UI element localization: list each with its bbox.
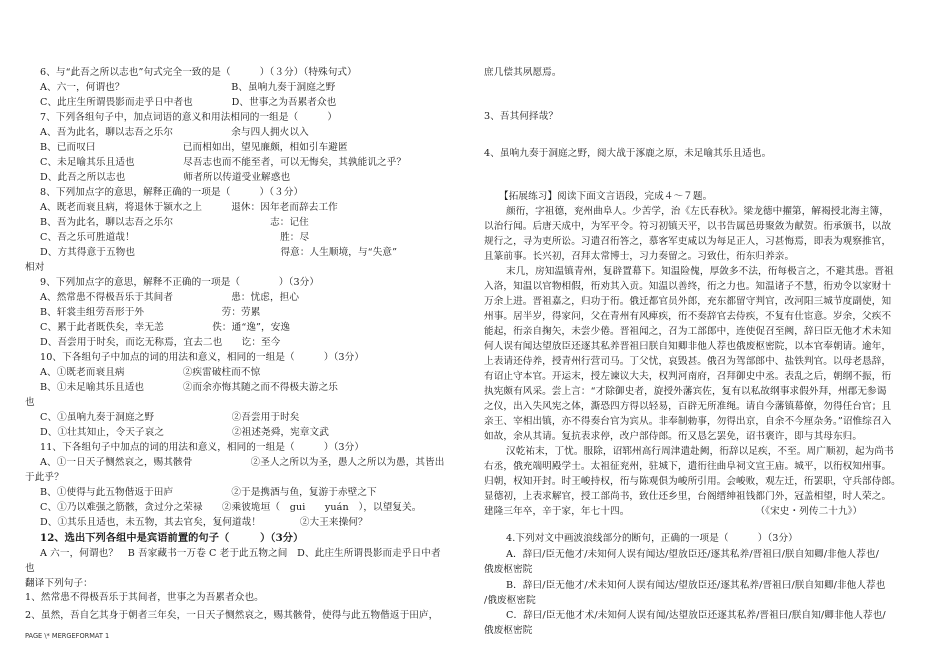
right-text-line: C．辞曰/臣无他才术/未知何人误有闻/达望放臣还逐其私养/晋祖曰/朕自知/卿非他人荐也/: [506, 610, 886, 621]
left-text-line: 于此乎？: [25, 472, 64, 483]
left-text-line: B、①使得与此五物偕返于田庐 ②于是携酒与鱼，复游于赤壁之下: [40, 487, 377, 498]
right-text-line: /俄废枢密院: [484, 595, 536, 606]
right-text-line: 万余上进。晋祖嘉之，归功于衎。俄迁都官员外郎，充东都留守判官，改河阳三城节度副使，知: [484, 296, 892, 307]
left-text-line: D、①壮其知止，令天子哀之 ②祖述尧舜，宪章文武: [40, 427, 329, 438]
right-text-line: 以治行闻。后唐天成中，为军平令。符习初镇天平，以书告属邑毋聚敛为献贺。衎承颁书，以故: [484, 221, 892, 232]
right-text-line: 有诏止守本官。开运末，授左谏议大夫，权判河南府，召拜御史中丞。表乱之后，朝纲不振，衎: [484, 371, 892, 382]
right-text-line: 执宪颇有风采。尝上言：“才除御史者，旋授外藩宾佐，复有以私故纲事求假外拜，州郡无参谒: [484, 386, 887, 397]
right-text-line: 如故，余从其请。复抗表求停，改户部侍郎。衎又恳乞罢免，诏书褒许，即与其母东归。: [484, 431, 863, 442]
left-text-line: A、六一，何谓也？ B、虽响九奏于洞庭之野: [40, 82, 336, 93]
right-text-line: 汉乾祐末，丁忧。服除，诏郓州高行周津遣赴阙，衎辞以足疾，不至。周广顺初，起为尚书: [506, 446, 894, 457]
left-text-line: A、既老而衰且病，将退休于颍水之上 退休：因年老而辞去工作: [40, 202, 338, 213]
left-text-line: 翻译下列句子：: [25, 578, 93, 589]
left-text-line: 8、下列加点字的意思，解释正确的一项是（ ）（３分）: [40, 187, 304, 198]
right-text-line: 4.下列对文中画波浪线部分的断句，正确的一项是（ ）（3分）: [506, 533, 798, 544]
left-text-line: A、①一日天子恻然哀之，赐其骸骨 ②圣人之所以为圣，愚人之所以为愚，其皆出: [40, 457, 445, 468]
right-text-line: 3、吾其何择哉？: [484, 111, 559, 122]
left-text-line: D、①其乐且适也，未五物，其去官矣，复何道哉！ ②大王来操何？: [40, 517, 368, 528]
page-footer: PAGE \* MERGEFORMAT 1: [25, 632, 110, 640]
left-text-line: C、此庄生所谓畏影而走乎日中者也 D、世事之为吾累者众也: [40, 97, 337, 108]
right-text-line: 归朝，权知开封。时王峻持权，衎与陈观俱为峻所引用。会峻败，观左迁，衎罢职，守兵部侍郎。: [484, 476, 901, 487]
right-text-line: 亲王、宰相出镇，亦不得奏台官为宾从。非奉制勅事，勿得出京，自余不今厘杂务。”诏惟综召入: [484, 416, 892, 427]
right-text-line: 之仪，出入失风宪之体，澌恐四方得以轻易，百辟无所准绳。请自今藩镇幕僚，勿得任台官；且: [484, 401, 892, 412]
right-text-line: 入洛，知温以官物相假，衎劝其入贡。知温以善终，衎之力也。知温诸子不慧，衎劝令以家财十: [484, 281, 892, 292]
left-text-line: 9、下列加点字的意思，解释不正确的一项是（ ）（3分）: [40, 277, 320, 288]
left-text-line: D、方其得意于五物也 得意：人生顺境，与“失意”: [40, 247, 398, 258]
left-text-line: B、轩裳圭组劳吾形于外 劳：劳累: [40, 307, 261, 318]
left-text-line: 7、下列各组句子中，加点词语的意义和用法相同的一组是（ ）: [40, 112, 338, 123]
left-text-line: A、①既老而衰且病 ②疾雷破柱而不惊: [40, 367, 261, 378]
left-text-line: D、吾尝用于时矣，而讫无称焉，宜去二也 讫：至今: [40, 337, 281, 348]
left-text-line: C、吾之乐可胜道哉！ 胜：尽: [40, 232, 310, 243]
left-text-line: 也: [25, 397, 35, 408]
right-text-line: 规行之，寻为吏所讼。习遣召衎答之，慕客军吏咸以为每足正人，习甚悔焉，即表为观察推官，: [484, 236, 892, 247]
left-text-line: C、①乃以难强之筋骸，贪过分之荣禄 ②乘彼垝垣（ gui yuán ），以望复关。: [40, 502, 422, 513]
right-text-line: 建隆三年卒，辛于家，年七十四。 （《宋史・列传二十九》）: [484, 506, 863, 517]
left-text-line: 1、然常患不得极吾乐于其间者，世事之为吾累者众也。: [25, 592, 264, 603]
left-text-line: A、然常患不得极吾乐于其间者 患：忧虑，担心: [40, 292, 300, 303]
left-text-line: 11、下各组句子中加点的词的用法和意义，相同的一组是（ ）（3分）: [40, 442, 365, 453]
left-text-line: A、吾为此名，聊以志吾之乐尔 余与四人拥火以入: [40, 127, 309, 138]
right-text-line: 颜衎，字祖德，兖州曲阜人。少苦学，治《左氏春秋》。梁龙德中擢第，解褐授北海主簿，: [506, 206, 889, 217]
right-text-line: 【拓展练习】阅读下面文言语段，完成４～７题。: [499, 191, 713, 202]
right-text-line: 俄废枢密院: [484, 564, 533, 575]
right-text-line: 能起，衎亲自掬矢，未尝少倦。晋祖闻之，召为工部郎中，连使促召至阙，辞曰臣无他才术未知: [484, 326, 892, 337]
left-text-line: C、①虽响九奏于洞庭之野 ②吾尝用于时矣: [40, 412, 300, 423]
right-text-line: 且篆前事。长兴初，召拜太常博士，习力奏留之。习致仕，衎东归养亲。: [484, 251, 795, 262]
right-text-line: 州事。居半岁，得家问，父在青州有风痺疾，衎不奏辞官去侍疾，不复有仕宦意。岁余，父疾不: [484, 311, 892, 322]
right-text-line: A．辞曰/臣无他才/未知何人误有闻达/望放臣还/逐其私养/晋祖曰/朕自知卿/非他人荐也/: [506, 549, 879, 560]
left-text-line: C、未足喻其乐且适也 尽吾志也而不能至者，可以无悔矣，其孰能讥之乎？: [40, 157, 407, 168]
left-text-line: 12、选出下列各组中是宾语前置的句子（ ）（3分）: [40, 532, 304, 544]
left-text-line: A 六一，何谓也？ B 吾家藏书一万卷 C 老于此五物之间 D、此庄生所谓畏影而走乎日中者: [40, 548, 441, 559]
right-text-line: 俄废枢密院: [484, 625, 533, 636]
right-text-line: 庶几偿其夙愿焉。: [484, 67, 562, 78]
left-text-line: 10、下各组句子中加点的词的用法和意义，相同的一组是（ ）（3分）: [40, 352, 365, 363]
right-text-line: 末几，房知温镇青州，复辟置幕下。知温险傀，厚敛多不法，衎每极言之，不避其患。晋祖: [506, 266, 894, 277]
left-text-line: B、吾为此名，聊以志吾之乐尔 志：记住: [40, 217, 309, 228]
left-text-line: 也: [25, 563, 35, 574]
left-text-line: 2、虽然，吾自乞其身于朝者三年矣，一日天子恻然哀之，赐其骸骨，使得与此五物偕返于田庐，: [25, 610, 439, 621]
right-text-line: 显德初，上表求解官，授工部尚书，致仕还乡里，台阁缙绅祖钱都门外，冠盖相望，时人荣之。: [484, 491, 892, 502]
right-text-line: 4、虽响九奏于洞庭之野，阅大战于涿鹿之原，未足喻其乐且适也。: [484, 148, 772, 159]
left-text-line: C、累于此者既佚矣，幸无恙 佚：通“逸”，安逸: [40, 322, 291, 333]
left-text-line: 相对: [25, 262, 45, 273]
right-text-line: 右丞，俄充端明殿学士。太祖征兖州，驻城下，遣衎往曲阜祠文宣王庙。城平，以衎权知州事。: [484, 461, 892, 472]
left-text-line: 6、与“此吾之所以志也”句式完全一致的是（ ）（３分）（特殊句式）: [40, 67, 357, 78]
left-text-line: B、已而叹曰 已而相如出，望见廉颇，相如引车避匿: [40, 142, 348, 153]
left-text-line: D、此吾之所以志也 师者所以传道受业解惑也: [40, 172, 291, 183]
right-text-line: 何人误有闻达望放臣还逐其私养晋祖曰朕自知卿非他人荐也俄废枢密院，以本官奉朝请。逾年，: [484, 341, 892, 352]
left-text-line: B、①未足喻其乐且适也 ②而余亦悔其随之而不得极夫游之乐: [40, 382, 338, 393]
right-text-line: 上表请还侍养，授青州行营司马。丁父忧，哀毁甚。俄召为驾部郎中、盐铁判官。以母老恳辞，: [484, 356, 892, 367]
right-text-line: B．辞曰/臣无他才/术未知何人误有闻达/望放臣还/逐其私养/晋祖曰/朕自知卿/非他人荐也: [506, 580, 886, 591]
